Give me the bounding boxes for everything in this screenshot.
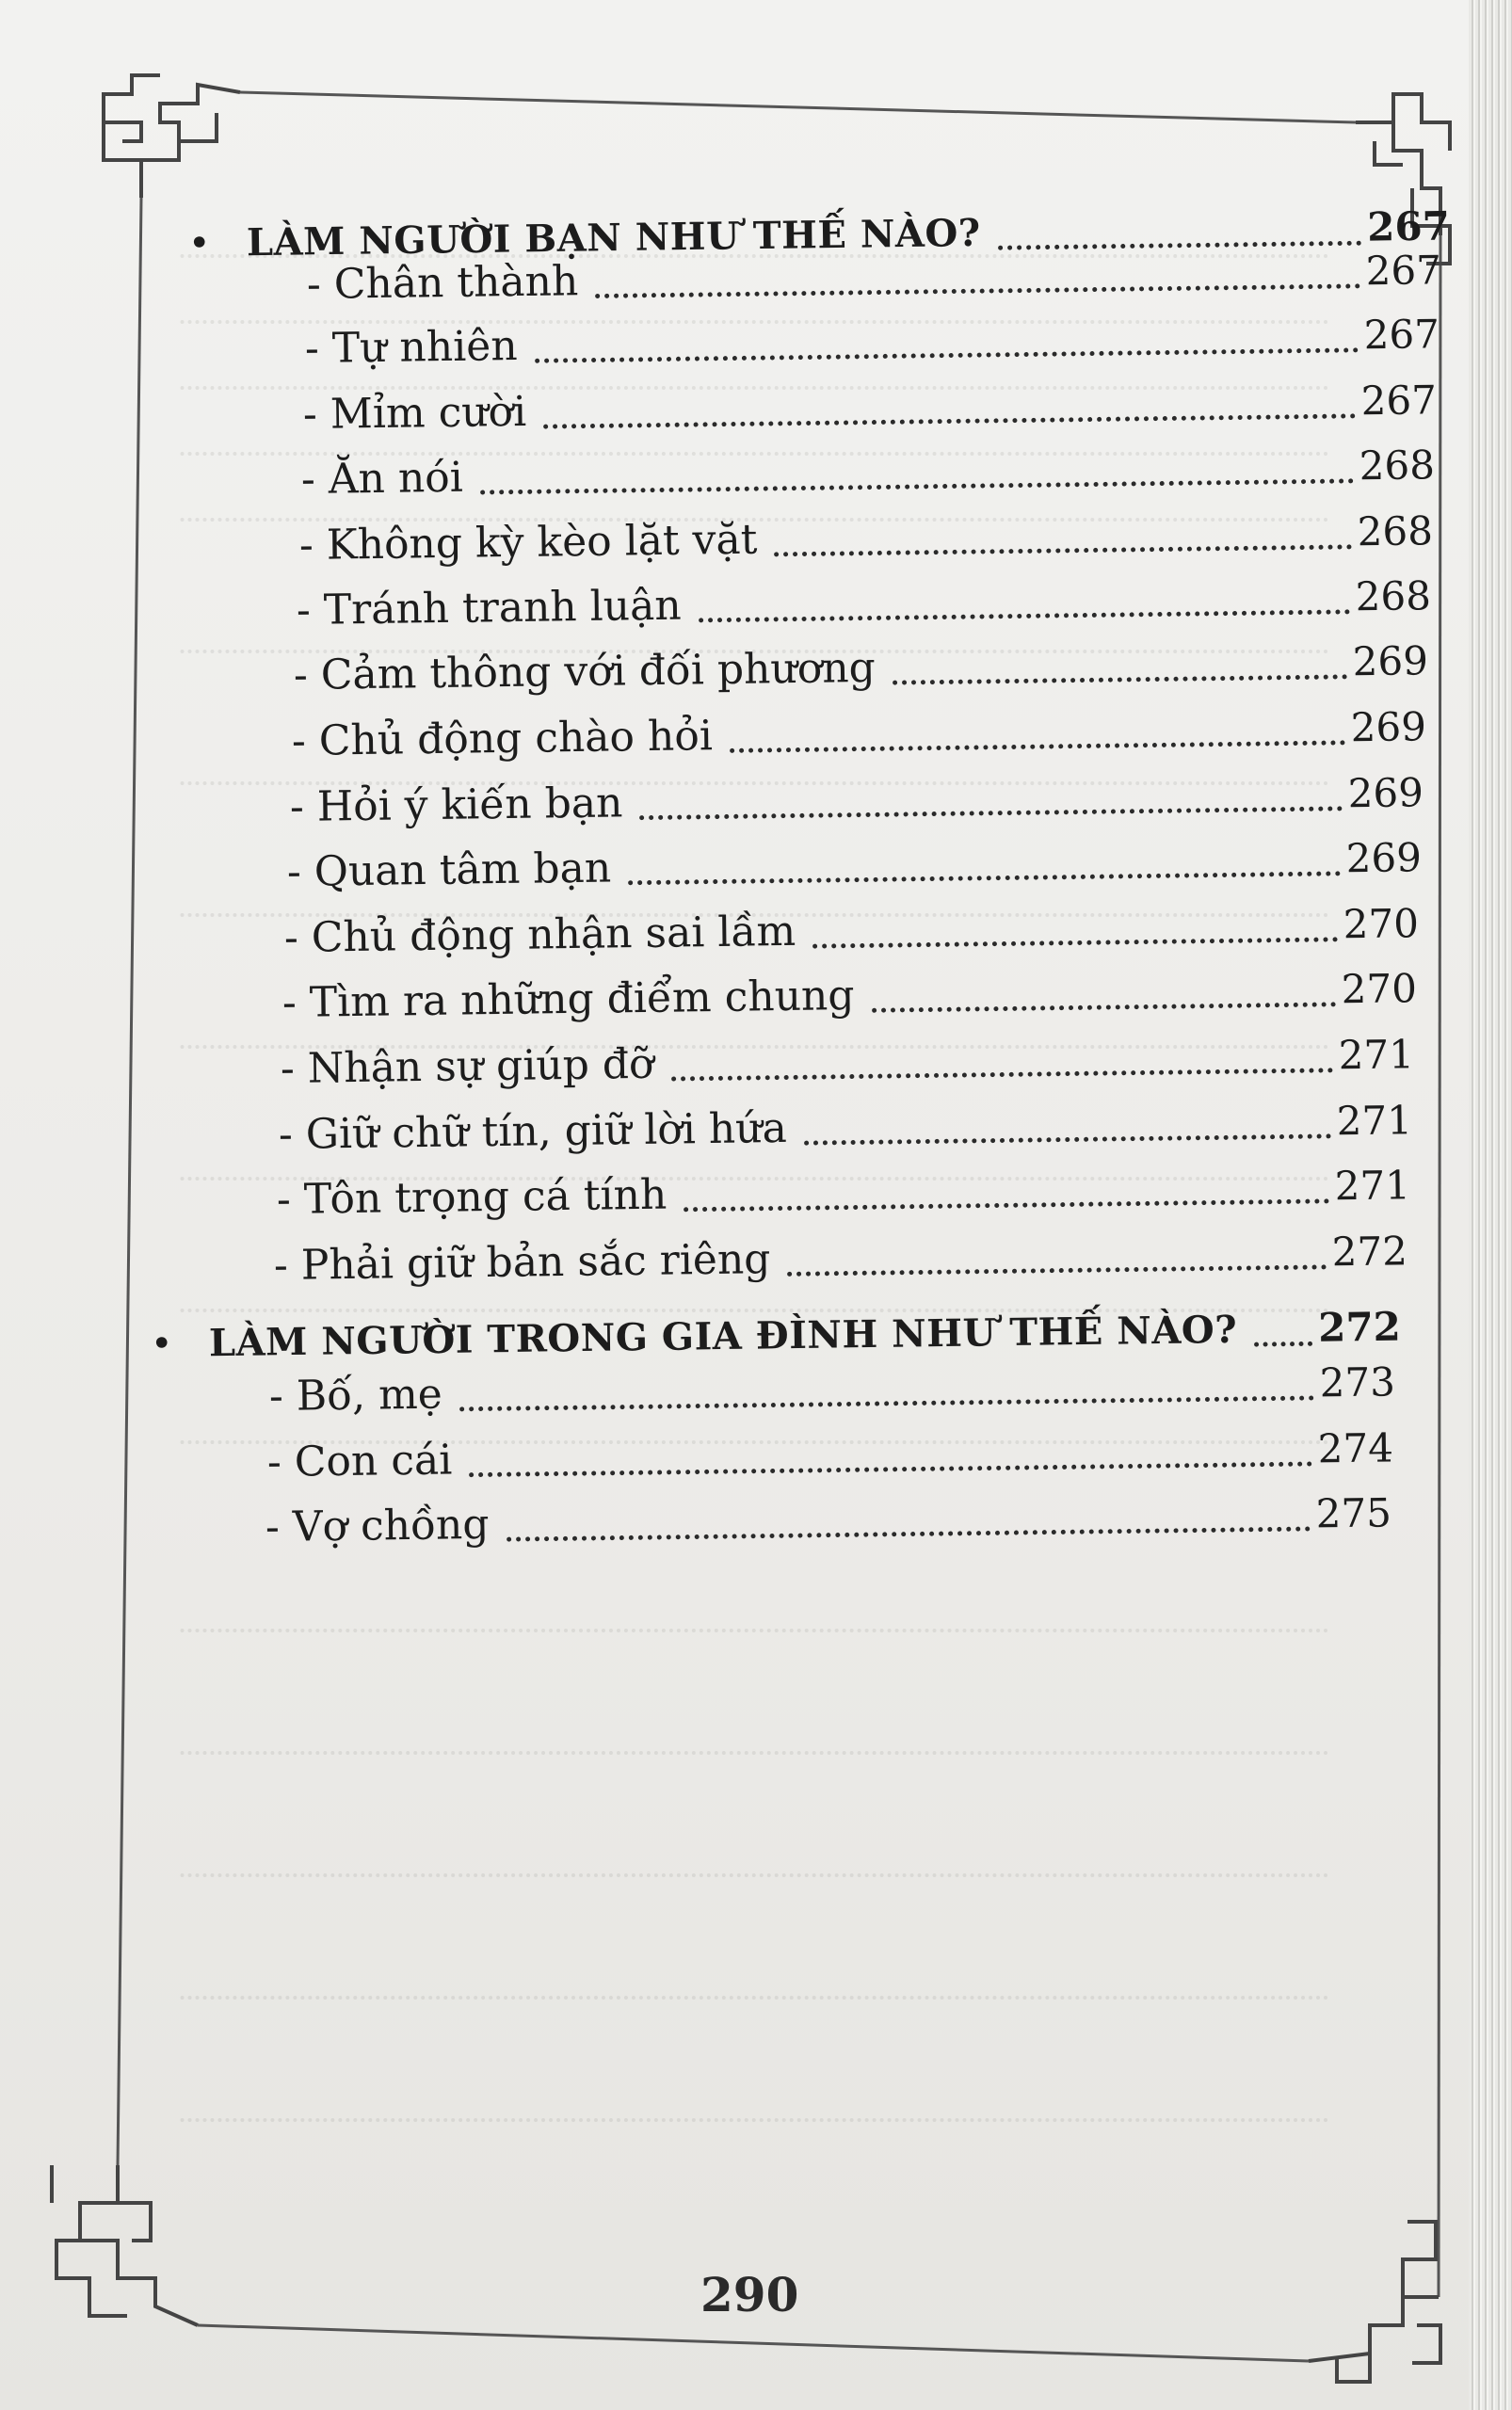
dot-leader [469,1461,1312,1477]
toc-entry [292,702,1427,772]
dot-leader [804,1133,1331,1145]
toc-entry-title: - Tôn trọng cá tính [276,1170,668,1224]
toc-entry-title: - Không kỳ kèo lặt vặt [298,515,758,570]
dot-leader [1254,1342,1312,1347]
toc-entry-page: 271 [1338,1031,1415,1079]
dot-leader [628,871,1341,885]
toc-entry-page: 273 [1319,1358,1396,1406]
toc-entry-title: - Quan tâm bạn [286,844,612,896]
toc-entry [301,441,1436,510]
dot-leader [730,740,1345,753]
toc-entry-title: - Chân thành [306,257,579,309]
toc-entry-title: - Tự nhiên [304,322,518,373]
toc-entry-page: 268 [1359,442,1436,490]
toc-entry-title: - Tìm ra những điểm chung [281,972,855,1027]
toc-entry-title: - Mỉm cười [302,387,527,439]
toc-entry [265,1488,1392,1558]
toc-entry [290,768,1424,838]
toc-entry [279,1096,1413,1165]
toc-entry-page: 269 [1350,703,1427,751]
toc-entry-title: - Ăn nói [300,453,464,504]
dot-leader [812,937,1338,948]
toc-entry [277,1161,1411,1230]
toc-entry-page: 267 [1363,311,1440,359]
dot-leader [684,1198,1329,1212]
toc-entry-page: 274 [1317,1424,1394,1472]
dot-leader [872,1002,1336,1012]
toc-entry [299,506,1434,576]
toc-entry [267,1423,1394,1493]
toc-entry-page: 275 [1315,1489,1392,1537]
toc-entry-page: 269 [1347,769,1424,817]
dot-leader [671,1068,1333,1081]
toc-entry-title: LÀM NGƯỜI BẠN NHƯ THẾ NÀO? [246,210,981,265]
page-number: 290 [700,2267,799,2322]
toc-entry-title: - Chủ động nhận sai lầm [283,907,796,962]
toc-entry [305,310,1440,379]
toc-entry-title: - Cảm thông với đối phương [293,643,877,699]
dot-leader [699,609,1350,622]
dot-leader [543,413,1356,428]
toc-entry [287,833,1423,903]
toc-entry-title: - Bố, mẹ [268,1370,443,1421]
dot-leader [459,1395,1314,1411]
toc-entry-page: 267 [1366,202,1451,250]
dot-leader [535,347,1359,362]
toc-entry-page: 272 [1317,1303,1402,1351]
dot-leader [775,544,1352,556]
toc-entry-page: 267 [1360,377,1438,425]
toc-entry-page: 269 [1345,834,1423,882]
dot-leader [507,1526,1311,1541]
toc-entry-page: 271 [1334,1162,1411,1210]
toc-entry [281,1030,1415,1100]
toc-entry [297,571,1432,641]
toc-entry [274,1227,1408,1296]
dot-leader [640,806,1343,820]
toc-entry-title: LÀM NGƯỜI TRONG GIA ĐÌNH NHƯ THẾ NÀO? [208,1307,1238,1366]
toc-entry-page: 267 [1365,247,1442,295]
toc-entry [294,636,1429,706]
toc-entry-title: - Hỏi ý kiến bạn [289,779,623,831]
toc-entry-title: - Chủ động chào hỏi [291,712,714,765]
toc-entry-page: 268 [1355,572,1432,620]
toc-entry-title: - Vợ chồng [265,1500,490,1551]
toc-entry-title: - Phải giữ bản sắc riêng [273,1235,771,1290]
toc-entry [284,899,1420,969]
dot-leader [893,674,1347,684]
toc-entry-page: 272 [1331,1228,1408,1276]
toc-entry-page: 270 [1341,965,1418,1013]
bullet-icon: • [150,1322,173,1366]
dot-leader [595,283,1359,298]
bullet-icon: • [187,221,211,265]
toc-entry-title: - Giữ chữ tín, giữ lời hứa [278,1103,788,1159]
toc-entry-page: 271 [1336,1097,1413,1145]
toc-entry-title: - Nhận sự giúp đỡ [280,1039,654,1093]
dot-leader [788,1264,1327,1276]
toc-entry-title: - Con cái [266,1436,453,1486]
toc-entry-page: 270 [1343,900,1420,948]
toc-entry [282,964,1418,1034]
toc-entry-page: 268 [1357,507,1434,555]
toc-entry-title: - Tránh tranh luận [296,581,682,635]
toc-entry [303,376,1438,445]
dot-leader [480,478,1354,494]
toc-entry-page: 269 [1352,637,1429,685]
page-edge [1469,0,1512,2410]
